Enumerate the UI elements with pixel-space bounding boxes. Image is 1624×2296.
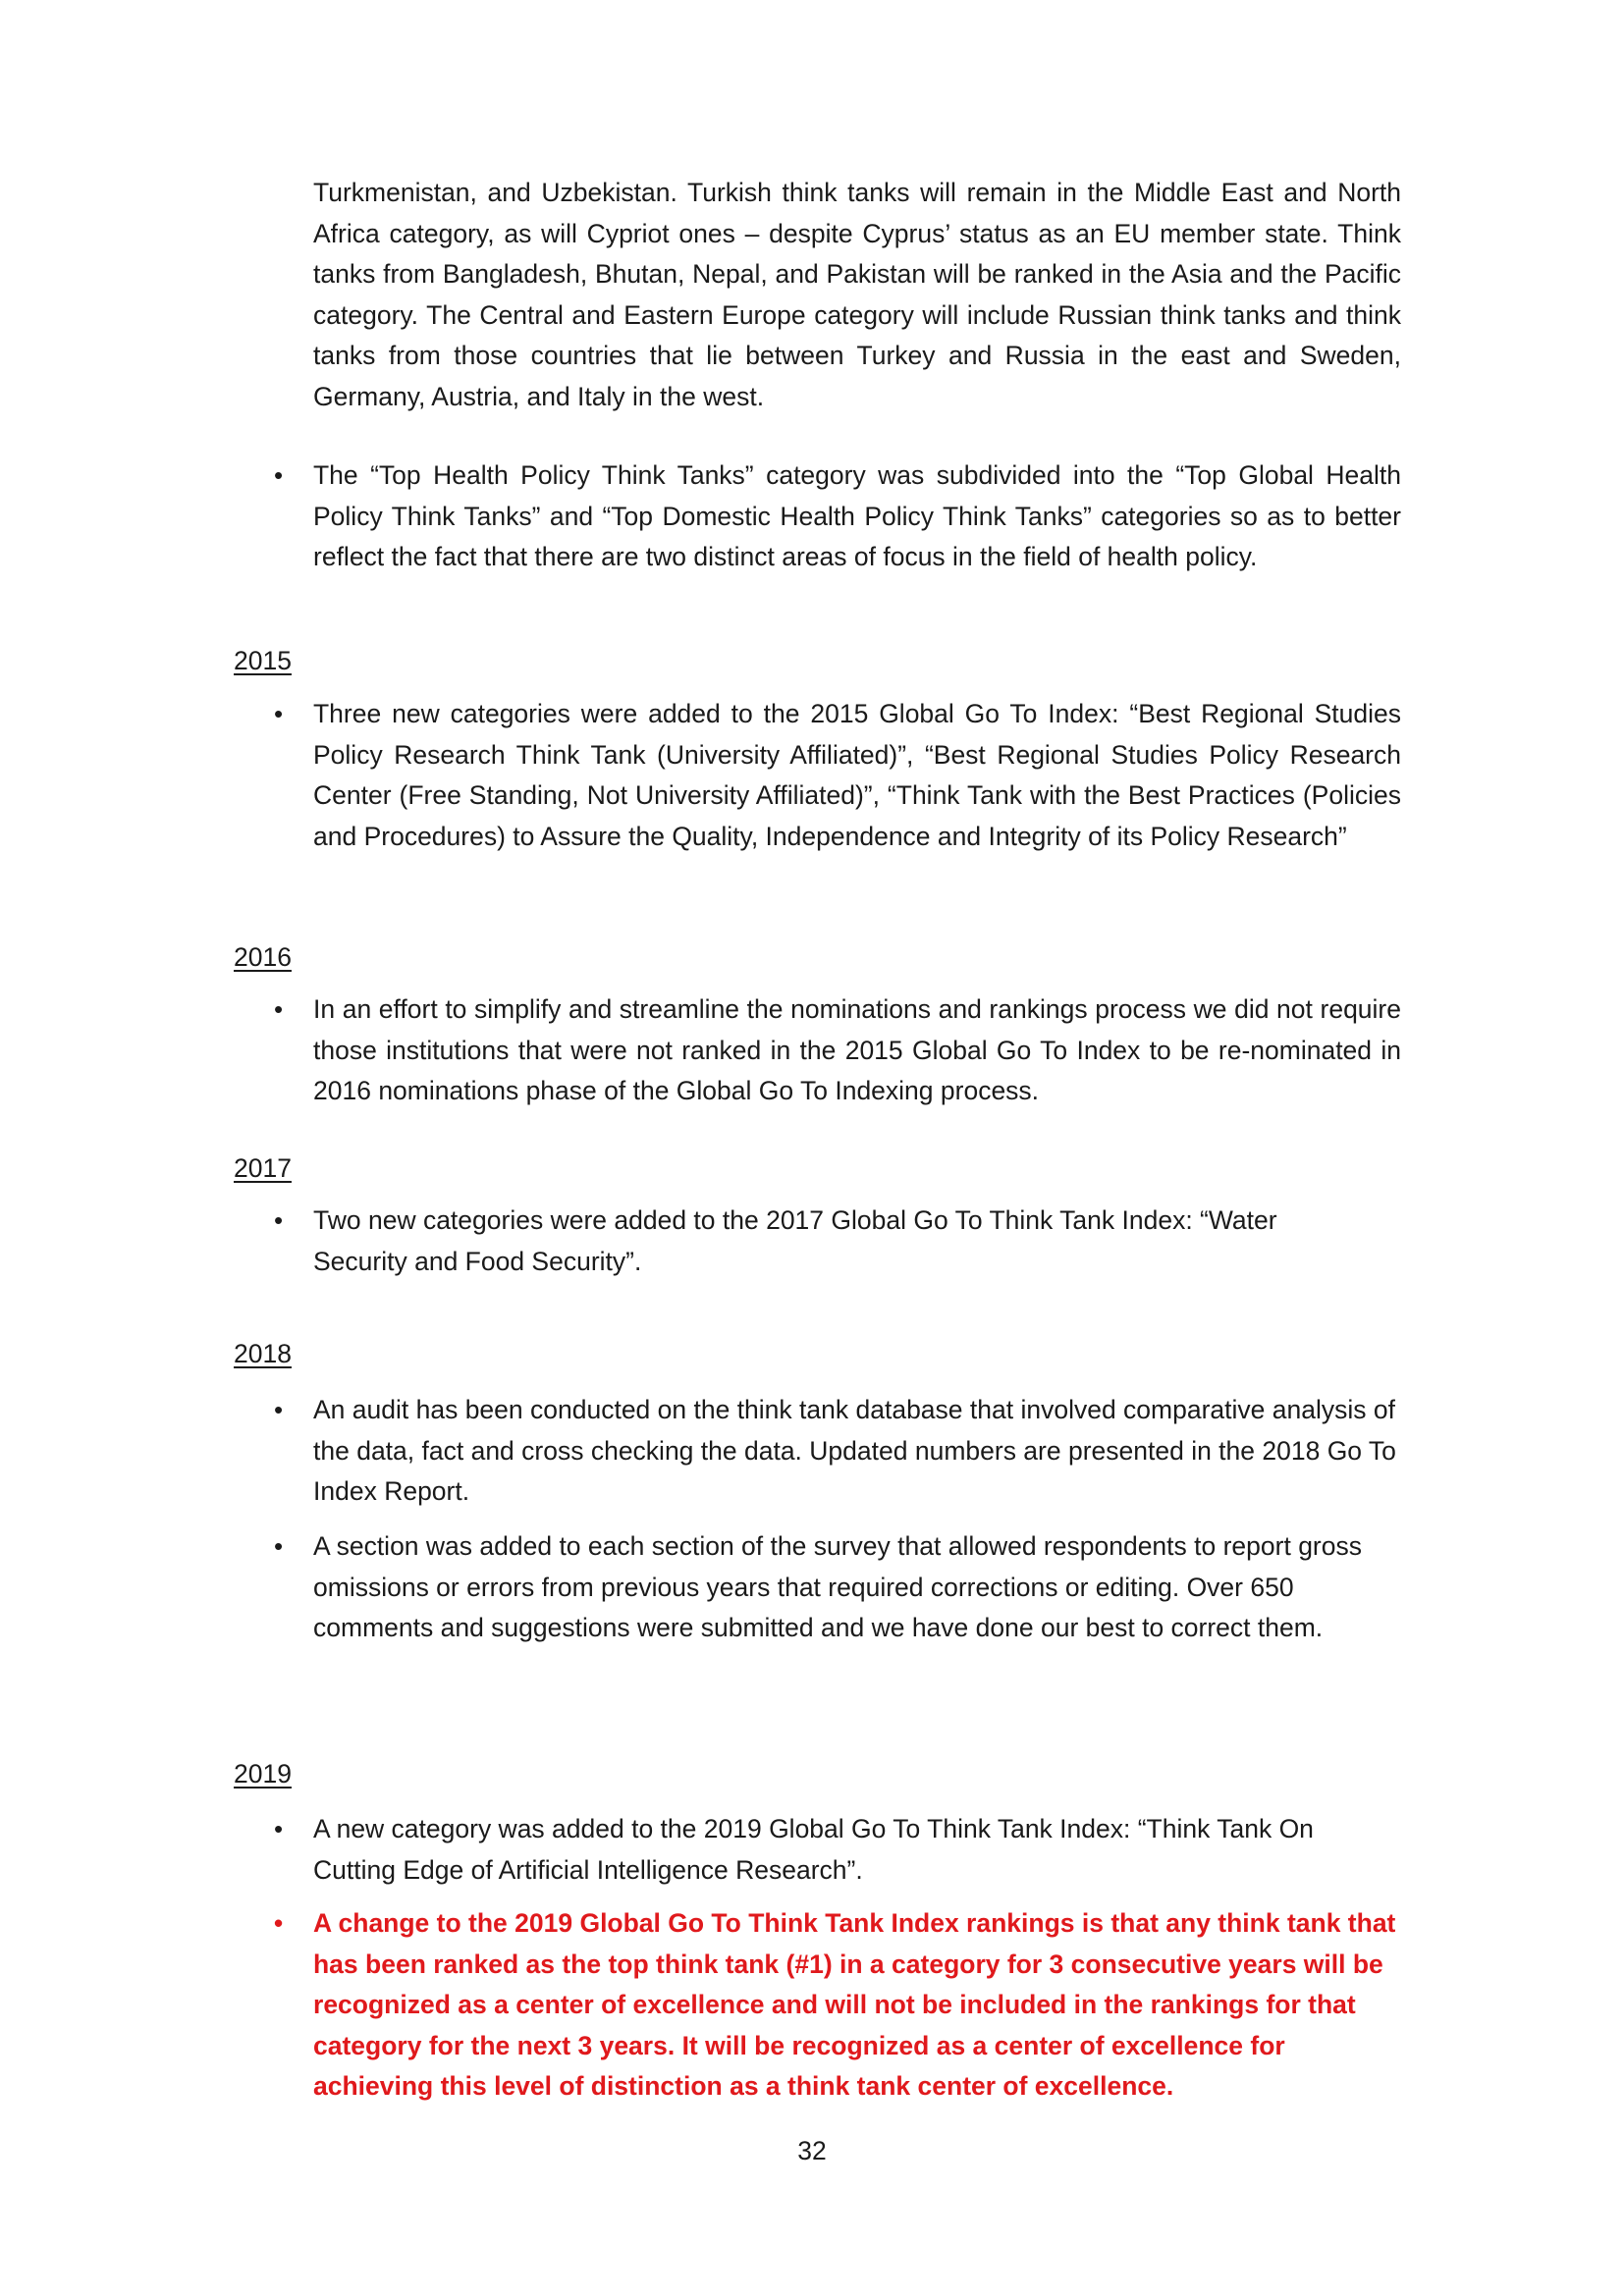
bullet-text: The “Top Health Policy Think Tanks” category was subdivided into the “Top Global Health Policy Think Tanks” and “Top Domestic Health Policy Think Tanks” categories so as to better reflect the fact that there are two distinct areas of focus in the field of health policy. [313,460,1401,571]
bullet-2018-survey-section [274,1526,1401,1649]
bullet-text: A change to the 2019 Global Go To Think Tank Index rankings is that any think tank that has been ranked as the top think tank (#1) in a category for 3 consecutive years will be recognized as a center of excellence and will not be included in the rankings for that category for the next 3 years. It will be recognized as a center of excellence for achieving this level of distinction as a think tank center of excellence. [313,1908,1396,2101]
year-heading-2015: 2015 [234,646,292,675]
bullet-icon: • [274,1395,284,1424]
bullet-icon: • [274,994,284,1024]
bullet-health-policy [274,455,1401,578]
bullet-2016-nominations [274,989,1401,1112]
bullet-icon: • [274,699,284,728]
bullet-icon: • [274,1814,284,1843]
bullet-2015-categories [274,694,1401,857]
year-heading-2019: 2019 [234,1759,292,1789]
bullet-2019-ai-category [274,1809,1354,1891]
bullet-icon: • [274,1205,284,1235]
bullet-icon: • [274,460,284,490]
bullet-text: Three new categories were added to the 2015 Global Go To Index: “Best Regional Studies Policy Research Think Tank (University Affiliated)”, “Best Regional Studies Policy Research Center (Free Standing, Not University Affiliated)”, “Think Tank with the Best Practices (Policies and Procedures) to Assure the Quality, Independence and Integrity of its Policy Research” [313,699,1401,851]
bullet-icon: • [274,1531,284,1561]
bullet-icon: • [274,1908,284,1938]
year-heading-2018: 2018 [234,1339,292,1368]
bullet-text: A section was added to each section of the survey that allowed respondents to report gross omissions or errors from previous years that required corrections or editing. Over 650 comments and suggestions were submitted and we have done our best to correct them. [313,1531,1362,1642]
bullet-text: An audit has been conducted on the think tank database that involved comparative analysis of the data, fact and cross checking the data. Updated numbers are presented in the 2018 Go To Index Report. [313,1395,1396,1506]
bullet-text: A new category was added to the 2019 Global Go To Think Tank Index: “Think Tank On Cutting Edge of Artificial Intelligence Research”. [313,1814,1314,1885]
year-heading-2017: 2017 [234,1153,292,1183]
bullet-text: Two new categories were added to the 2017 Global Go To Think Tank Index: “Water Security and Food Security”. [313,1205,1277,1276]
bullet-2018-audit [274,1390,1401,1513]
page-number: 32 [797,2136,827,2165]
bullet-2019-center-of-excellence [274,1903,1401,2108]
continuation-paragraph: Turkmenistan, and Uzbekistan. Turkish think tanks will remain in the Middle East and North Africa category, as will Cypriot ones – despite Cyprus’ status as an EU member state. Think tanks from Bangladesh, Bhutan, Nepal, and Pakistan will be ranked in the Asia and the Pacific category. The Central and Eastern Europe category will include Russian think tanks and think tanks from those countries that lie between Turkey and Russia in the east and Sweden, Germany, Austria, and Italy in the west. [313,178,1401,411]
bullet-2017-categories [274,1201,1315,1282]
bullet-text: In an effort to simplify and streamline the nominations and rankings process we did not require those institutions that were not ranked in the 2015 Global Go To Index to be re-nominated in 2016 nominations phase of the Global Go To Indexing process. [313,994,1401,1105]
year-heading-2016: 2016 [234,942,292,972]
